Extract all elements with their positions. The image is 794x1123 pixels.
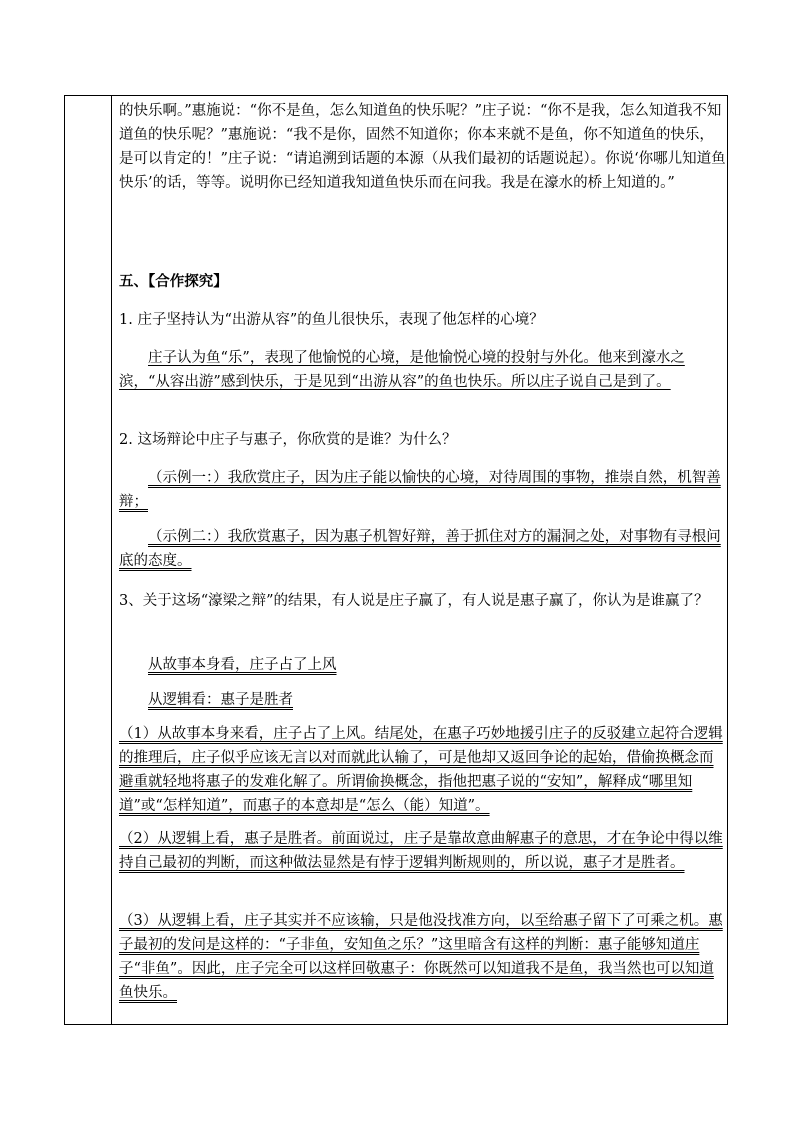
- answer-2-example-1: （示例一：）我欣赏庄子，因为庄子能以愉快的心境，对待周围的事物，推崇自然，机智善辩；: [119, 470, 721, 510]
- answer-3-story-view: 从故事本身看，庄子占了上风: [148, 657, 337, 673]
- answer-2b-block: [119, 525, 727, 573]
- question-3: 3、关于这场“濠梁之辩”的结果，有人说是庄子赢了，有人说是惠子赢了，你认为是谁赢了？: [119, 593, 709, 609]
- question-2-block: [119, 428, 727, 452]
- intro-block: [119, 99, 727, 195]
- question-1: 1. 庄子坚持认为“出游从容”的鱼儿很快乐，表现了他怎样的心境？: [119, 312, 544, 328]
- answer-3-logic-view: 从逻辑看：惠子是胜者: [148, 692, 293, 708]
- answer-3-paragraph-3: （3）从逻辑上看，庄子其实并不应该输，只是他没找准方向，以至给惠子留下了可乘之机。惠子最初的发问是这样的：“子非鱼，安知鱼之乐？”这里暗含有这样的判断：惠子能够知道庄子“非鱼”。因此，庄子完全可以这样回敬惠子：你既然可以知道我不是鱼，我当然也可以知道鱼快乐。: [119, 913, 723, 1001]
- answer-2-example-2: （示例二：）我欣赏惠子，因为惠子机智好辩，善于抓住对方的漏洞之处，对事物有寻根问底的态度。: [119, 529, 721, 569]
- answer-3-para-3-block: [119, 909, 727, 1005]
- answer-3-paragraph-2: （2）从逻辑上看，惠子是胜者。前面说过，庄子是靠故意曲解惠子的意思，才在争论中得以维持自己最初的判断，而这种做法显然是有悖于逻辑判断规则的，所以说，惠子才是胜者。: [119, 831, 723, 871]
- answer-3-para-1-block: [119, 722, 727, 818]
- answer-1: 庄子认为鱼“乐”，表现了他愉悦的心境，是他愉悦心境的投射与外化。他来到濠水之滨，“从容出游”感到快乐，于是见到“出游从容”的鱼也快乐。所以庄子说自己是到了。: [119, 350, 685, 390]
- document-table: [64, 95, 728, 1025]
- table-left-column: [65, 96, 112, 1024]
- answer-1-block: [119, 346, 727, 394]
- section-heading-block: [119, 270, 727, 294]
- answer-3-para-2-block: [119, 827, 727, 875]
- question-3-block: [119, 589, 727, 613]
- question-1-block: [119, 308, 727, 332]
- answer-2a-block: [119, 466, 727, 514]
- section-heading: 五、【合作探究】: [119, 274, 228, 290]
- answer-3a-block: [119, 653, 727, 677]
- question-2: 2. 这场辩论中庄子与惠子，你欣赏的是谁？为什么？: [119, 432, 457, 448]
- intro-paragraph: 的快乐啊。”惠施说：“你不是鱼，怎么知道鱼的快乐呢？”庄子说：“你不是我，怎么知道我不知道鱼的快乐呢？”惠施说：“我不是你，固然不知道你；你本来就不是鱼，你不知道鱼的快乐，是可以肯定的！”庄子说：“请追溯到话题的本源（从我们最初的话题说起）。你说‘你哪儿知道鱼快乐’的话，等等。说明你已经知道我知道鱼快乐而在问我。我是在濠水的桥上知道的。”: [119, 103, 726, 191]
- answer-3b-block: [119, 688, 727, 712]
- answer-3-paragraph-1: （1）从故事本身来看，庄子占了上风。结尾处，在惠子巧妙地援引庄子的反驳建立起符合逻辑的推理后，庄子似乎应该无言以对而就此认输了，可是他却又返回争论的起始，借偷换概念而避重就轻地将惠子的发难化解了。所谓偷换概念，指他把惠子说的“安知”，解释成“哪里知道”或“怎样知道”，而惠子的本意却是“怎么（能）知道”。: [119, 726, 723, 814]
